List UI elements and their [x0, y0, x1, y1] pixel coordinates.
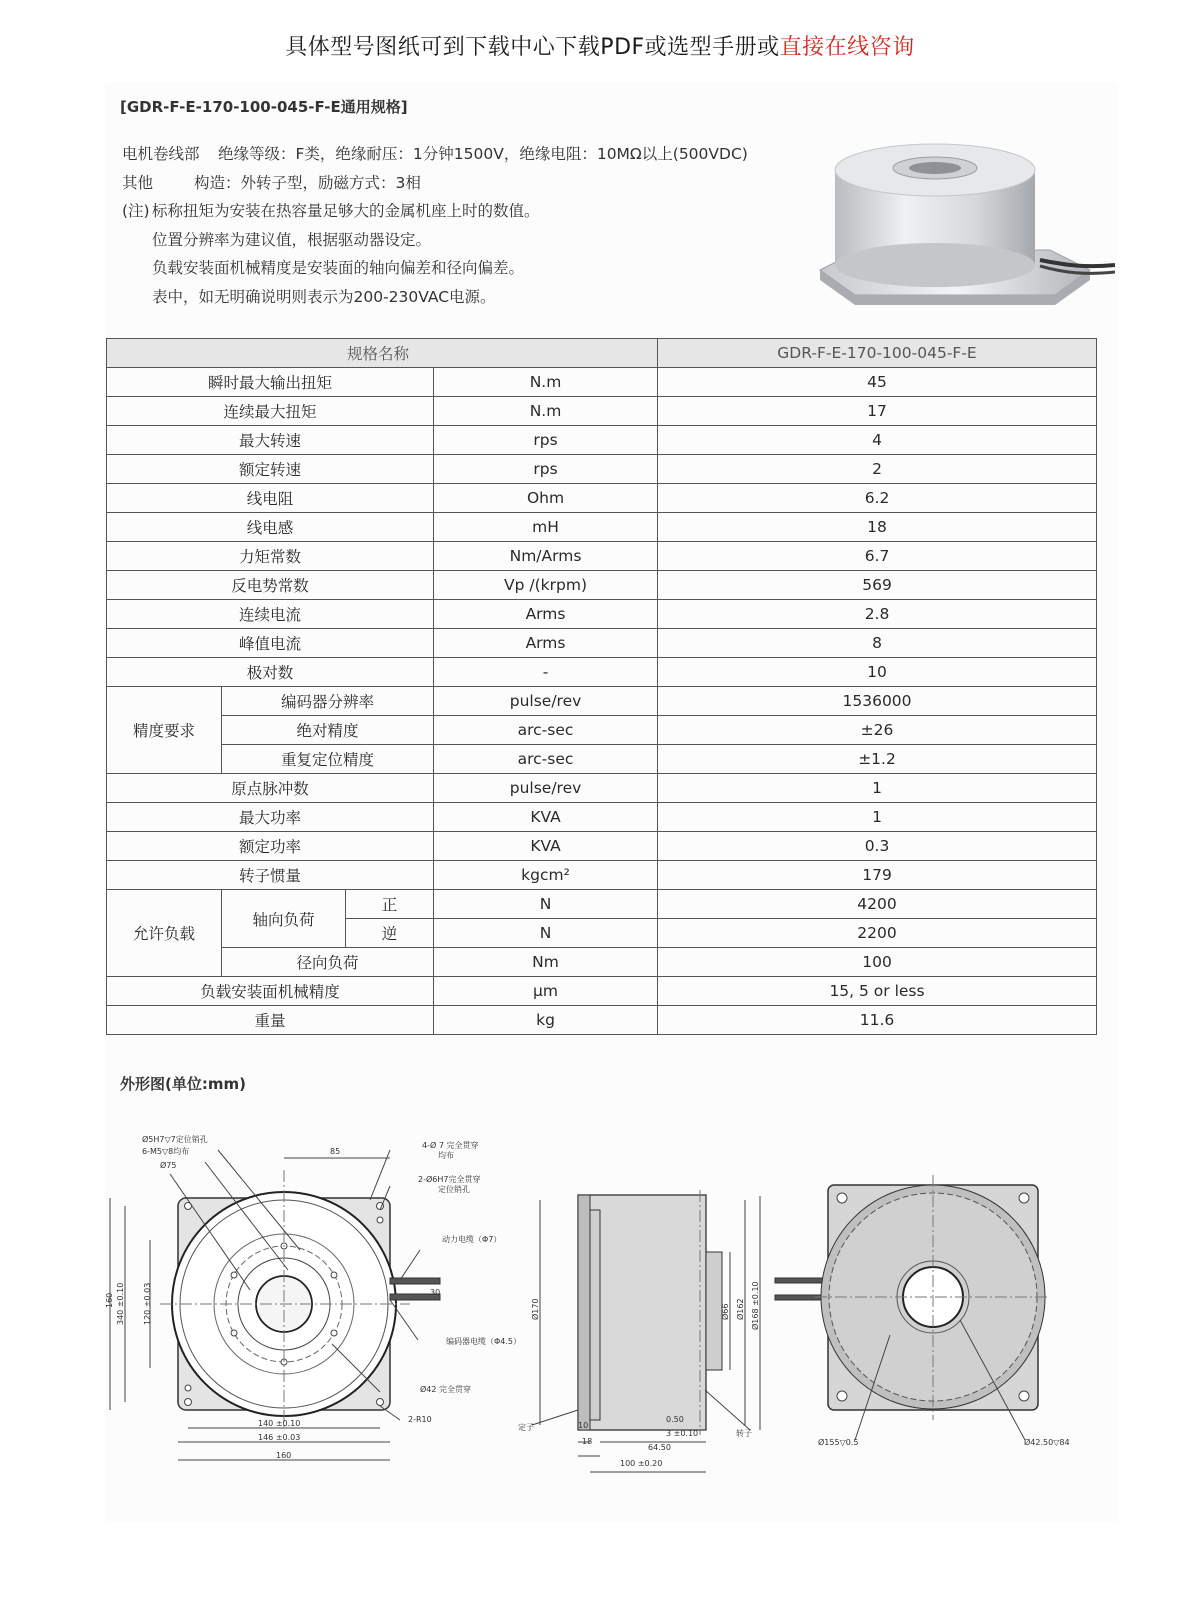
label-rotor: 转子: [736, 1429, 752, 1438]
label-2-holes-b: 定位销孔: [438, 1185, 470, 1194]
spec-unit-cell: N.m: [434, 368, 658, 397]
spec-name-cell: 原点脉冲数: [107, 774, 434, 803]
spec-name-cell: 最大功率: [107, 803, 434, 832]
note-label: 其他: [122, 173, 154, 192]
load-group-cell: 允许负载: [107, 890, 222, 977]
drawing-title: 外形图(单位:mm): [120, 1075, 246, 1093]
spec-value-cell: 2.8: [658, 600, 1097, 629]
spec-unit-cell: Ohm: [434, 484, 658, 513]
spec-value-cell: 8: [658, 629, 1097, 658]
spec-value-cell: 18: [658, 513, 1097, 542]
spec-unit-cell: Arms: [434, 600, 658, 629]
label-4-holes-b: 均布: [438, 1151, 454, 1160]
label-10: 10: [578, 1421, 589, 1430]
spec-name-cell: 负载安装面机械精度: [107, 977, 434, 1006]
label-pin-hole: Ø5H7▽7定位销孔: [142, 1135, 208, 1144]
label-140: 140 ±0.10: [258, 1419, 301, 1428]
table-row: [107, 977, 1097, 1006]
spec-value-cell: 569: [658, 571, 1097, 600]
spec-value-cell: 0.3: [658, 832, 1097, 861]
label-d168: Ø168 ±0.10: [751, 1281, 760, 1330]
label-stator: 定子: [518, 1423, 534, 1432]
note-text: 标称扭矩为安装在热容量足够大的金属机座上时的数值。: [152, 202, 540, 220]
spec-unit-cell: kgcm²: [434, 861, 658, 890]
outline-drawing: [100, 1130, 1100, 1510]
label-050: 0.50: [666, 1415, 684, 1424]
spec-value-cell: 2200: [658, 919, 1097, 948]
note-text: 负载安装面机械精度是安装面的轴向偏差和径向偏差。: [152, 259, 525, 277]
spec-value-cell: 1: [658, 803, 1097, 832]
spec-unit-cell: rps: [434, 455, 658, 484]
spec-name-cell: 反电势常数: [107, 571, 434, 600]
note-label: (注): [122, 202, 150, 220]
axial-direction-cell: 逆: [346, 919, 434, 948]
spec-value-cell: ±26: [658, 716, 1097, 745]
spec-unit-cell: μm: [434, 977, 658, 1006]
spec-name-cell: 径向负荷: [222, 948, 434, 977]
table-row: [107, 542, 1097, 571]
table-row: [107, 600, 1097, 629]
spec-unit-cell: arc-sec: [434, 716, 658, 745]
spec-unit-cell: N.m: [434, 397, 658, 426]
label-d66: Ø66: [721, 1303, 730, 1320]
spec-value-cell: 2: [658, 455, 1097, 484]
spec-name-cell: 额定转速: [107, 455, 434, 484]
motor-product-photo: [815, 130, 1115, 320]
spec-unit-cell: kg: [434, 1006, 658, 1035]
spec-unit-cell: Nm/Arms: [434, 542, 658, 571]
label-r10: 2-R10: [408, 1415, 432, 1424]
spec-unit-cell: pulse/rev: [434, 687, 658, 716]
spec-unit-cell: Vp /(krpm): [434, 571, 658, 600]
spec-notes: [122, 140, 748, 311]
spec-unit-cell: mH: [434, 513, 658, 542]
label-4-holes: 4-Ø 7 完全贯穿: [422, 1141, 479, 1150]
label-120: 120 ±0.03: [143, 1282, 152, 1325]
spec-name-cell: 重复定位精度: [222, 745, 434, 774]
consult-link[interactable]: 直接在线咨询: [779, 35, 915, 60]
header-spec-name: 规格名称: [107, 339, 658, 368]
table-row: [107, 861, 1097, 890]
spec-name-cell: 瞬时最大输出扭矩: [107, 368, 434, 397]
table-row: [107, 571, 1097, 600]
spec-unit-cell: Nm: [434, 948, 658, 977]
spec-value-cell: 100: [658, 948, 1097, 977]
label-encoder-cable: 编码器电缆（Φ4.5）: [446, 1337, 522, 1346]
label-18: 18: [582, 1437, 593, 1446]
spec-unit-cell: arc-sec: [434, 745, 658, 774]
spec-value-cell: 1: [658, 774, 1097, 803]
spec-value-cell: 45: [658, 368, 1097, 397]
table-row: [107, 745, 1097, 774]
label-3: 3 ±0.10: [666, 1429, 699, 1438]
table-row: [107, 484, 1097, 513]
spec-unit-cell: Arms: [434, 629, 658, 658]
spec-unit-cell: pulse/rev: [434, 774, 658, 803]
spec-name-cell: 连续最大扭矩: [107, 397, 434, 426]
table-row: [107, 629, 1097, 658]
spec-value-cell: 17: [658, 397, 1097, 426]
label-6450: 64.50: [648, 1443, 671, 1452]
table-row: [107, 687, 1097, 716]
table-row: [107, 397, 1097, 426]
axial-load-cell: 轴向负荷: [222, 890, 346, 948]
label-d155: Ø155▽0.5: [818, 1438, 859, 1447]
label-146: 146 ±0.03: [258, 1433, 301, 1442]
table-row: [107, 948, 1097, 977]
spec-value-cell: 1536000: [658, 687, 1097, 716]
note-label: 电机卷线部: [122, 145, 200, 163]
label-power-cable: 动力电缆（Φ7）: [442, 1235, 502, 1244]
header-model: GDR-F-E-170-100-045-F-E: [658, 339, 1097, 368]
spec-unit-cell: KVA: [434, 832, 658, 861]
spec-table: [106, 338, 1097, 1035]
label-160: 160: [276, 1451, 292, 1460]
axial-direction-cell: 正: [346, 890, 434, 919]
table-header-row: [107, 339, 1097, 368]
spec-unit-cell: KVA: [434, 803, 658, 832]
table-row: [107, 513, 1097, 542]
spec-value-cell: 6.2: [658, 484, 1097, 513]
spec-name-cell: 重量: [107, 1006, 434, 1035]
banner-text: 具体型号图纸可到下载中心下载PDF或选型手册或: [285, 35, 780, 60]
spec-value-cell: 4200: [658, 890, 1097, 919]
table-row: [107, 716, 1097, 745]
spec-value-cell: 15, 5 or less: [658, 977, 1097, 1006]
table-row: [107, 890, 1097, 919]
spec-unit-cell: rps: [434, 426, 658, 455]
spec-value-cell: 10: [658, 658, 1097, 687]
spec-name-cell: 额定功率: [107, 832, 434, 861]
note-text: 表中，如无明确说明则表示为200-230VAC电源。: [152, 287, 496, 306]
table-row: [107, 803, 1097, 832]
spec-table-body: [107, 339, 1097, 1035]
note-text: 位置分辨率为建议值，根据驱动器设定。: [152, 230, 432, 249]
spec-name-cell: 编码器分辨率: [222, 687, 434, 716]
spec-name-cell: 极对数: [107, 658, 434, 687]
spec-unit-cell: -: [434, 658, 658, 687]
spec-name-cell: 转子惯量: [107, 861, 434, 890]
label-160-vertical: 160: [105, 1292, 114, 1308]
spec-name-cell: 线电阻: [107, 484, 434, 513]
spec-value-cell: 6.7: [658, 542, 1097, 571]
spec-name-cell: 峰值电流: [107, 629, 434, 658]
note-text: 绝缘等级：F类，绝缘耐压：1分钟1500V，绝缘电阻：10MΩ以上(500VDC): [218, 145, 748, 163]
accuracy-group-cell: 精度要求: [107, 687, 222, 774]
spec-value-cell: ±1.2: [658, 745, 1097, 774]
spec-name-cell: 连续电流: [107, 600, 434, 629]
label-d4250: Ø42.50▽84: [1024, 1438, 1070, 1447]
spec-title: [GDR-F-E-170-100-045-F-E通用规格]: [120, 98, 408, 116]
label-d75: Ø75: [160, 1161, 177, 1170]
table-row: [107, 368, 1097, 397]
spec-name-cell: 线电感: [107, 513, 434, 542]
spec-unit-cell: N: [434, 919, 658, 948]
label-2-holes: 2-Ø6H7完全贯穿: [418, 1175, 481, 1184]
label-30: 30: [430, 1288, 441, 1297]
spec-name-cell: 最大转速: [107, 426, 434, 455]
spec-name-cell: 绝对精度: [222, 716, 434, 745]
label-85: 85: [330, 1147, 341, 1156]
download-banner: [0, 30, 1200, 61]
spec-value-cell: 4: [658, 426, 1097, 455]
spec-name-cell: 力矩常数: [107, 542, 434, 571]
table-row: [107, 832, 1097, 861]
label-tapped-holes: 6-M5▽8均布: [142, 1147, 190, 1156]
table-row: [107, 658, 1097, 687]
table-row: [107, 426, 1097, 455]
label-100: 100 ±0.20: [620, 1459, 663, 1468]
table-row: [107, 774, 1097, 803]
note-text: 构造：外转子型，励磁方式：3相: [194, 173, 421, 192]
table-row: [107, 1006, 1097, 1035]
table-row: [107, 455, 1097, 484]
spec-value-cell: 11.6: [658, 1006, 1097, 1035]
label-d42: Ø42 完全贯穿: [420, 1385, 472, 1394]
label-140-vertical: 340 ±0.10: [116, 1282, 125, 1325]
label-d162: Ø162: [736, 1298, 745, 1320]
spec-unit-cell: N: [434, 890, 658, 919]
spec-value-cell: 179: [658, 861, 1097, 890]
label-d170: Ø170: [531, 1298, 540, 1320]
